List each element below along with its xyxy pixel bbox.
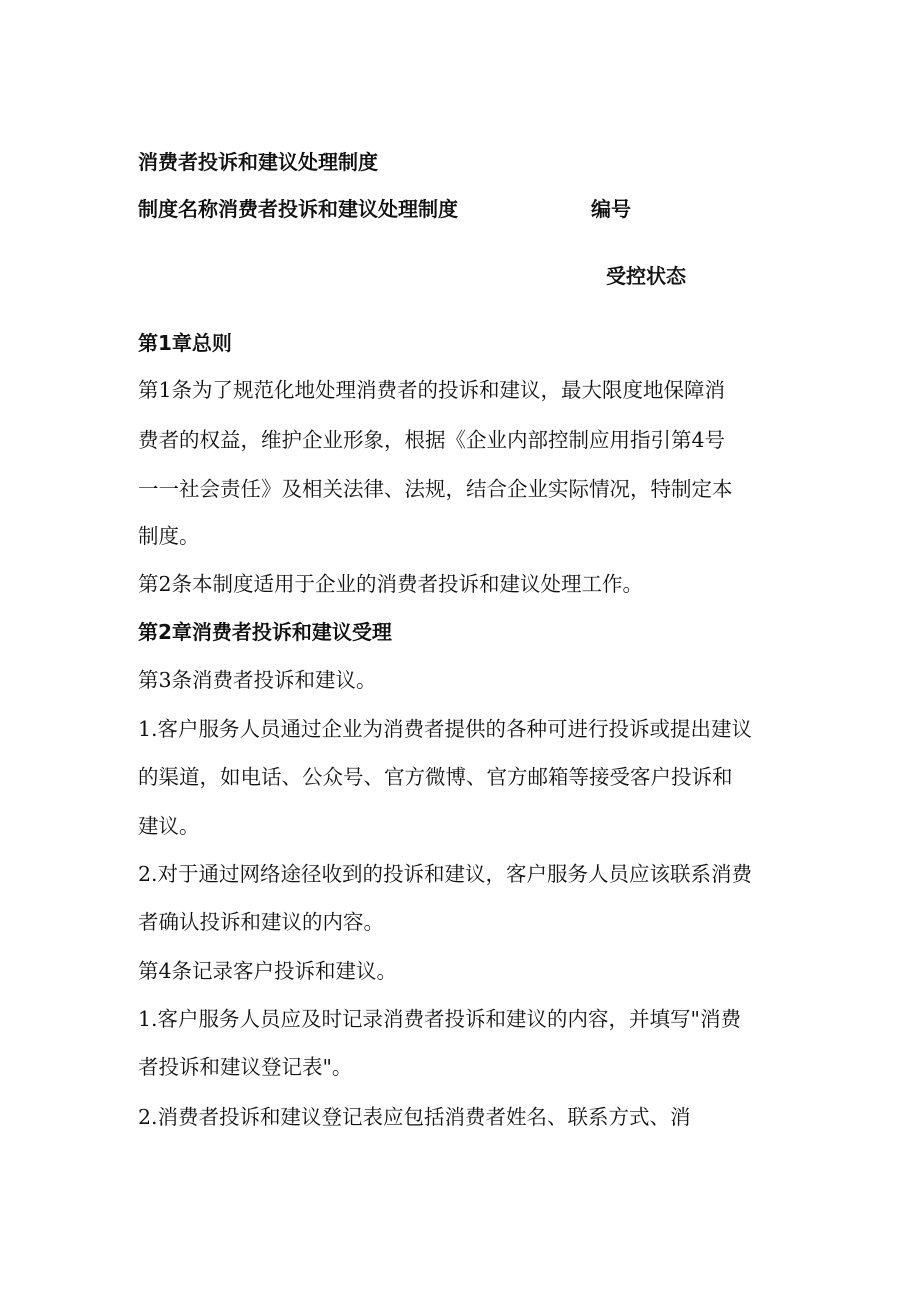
item-4-1-line: 者投诉和建议登记表"。 — [138, 1055, 353, 1079]
item-1-line: 的渠道，如电话、公众号、官方微博、官方邮箱等接受客户投诉和 — [138, 765, 733, 789]
document-title: 消费者投诉和建议处理制度 — [138, 150, 378, 174]
item-4-1-line: 1.客户服务人员应及时记录消费者投诉和建议的内容，并填写"消费 — [138, 1007, 741, 1031]
article-1-line: 费者的权益，维护企业形象，根据《企业内部控制应用指引第4号 — [138, 428, 726, 452]
number-label: 编号 — [591, 197, 631, 221]
item-1-line: 1.客户服务人员通过企业为消费者提供的各种可进行投诉或提出建议 — [138, 717, 753, 741]
article-1-line: 第1条为了规范化地处理消费者的投诉和建议，最大限度地保障消 — [138, 378, 726, 402]
article-4: 第4条记录客户投诉和建议。 — [138, 959, 398, 983]
chapter-2-heading: 第2章消费者投诉和建议受理 — [138, 620, 392, 644]
item-2-line: 2.对于通过网络途径收到的投诉和建议，客户服务人员应该联系消费 — [138, 862, 753, 886]
item-1-line: 建议。 — [138, 814, 200, 838]
article-2: 第2条本制度适用于企业的消费者投诉和建议处理工作。 — [138, 572, 644, 596]
chapter-1-heading: 第1章总则 — [138, 331, 232, 355]
article-1-line: 一一社会责任》及相关法律、法规，结合企业实际情况，特制定本 — [138, 477, 733, 501]
item-2-line: 者确认投诉和建议的内容。 — [138, 910, 384, 934]
item-4-2-line: 2.消费者投诉和建议登记表应包括消费者姓名、联系方式、消 — [138, 1105, 691, 1129]
system-name-label: 制度名称消费者投诉和建议处理制度 — [138, 197, 458, 221]
article-1-line: 制度。 — [138, 524, 200, 548]
control-status-label: 受控状态 — [606, 264, 686, 288]
article-3: 第3条消费者投诉和建议。 — [138, 668, 377, 692]
